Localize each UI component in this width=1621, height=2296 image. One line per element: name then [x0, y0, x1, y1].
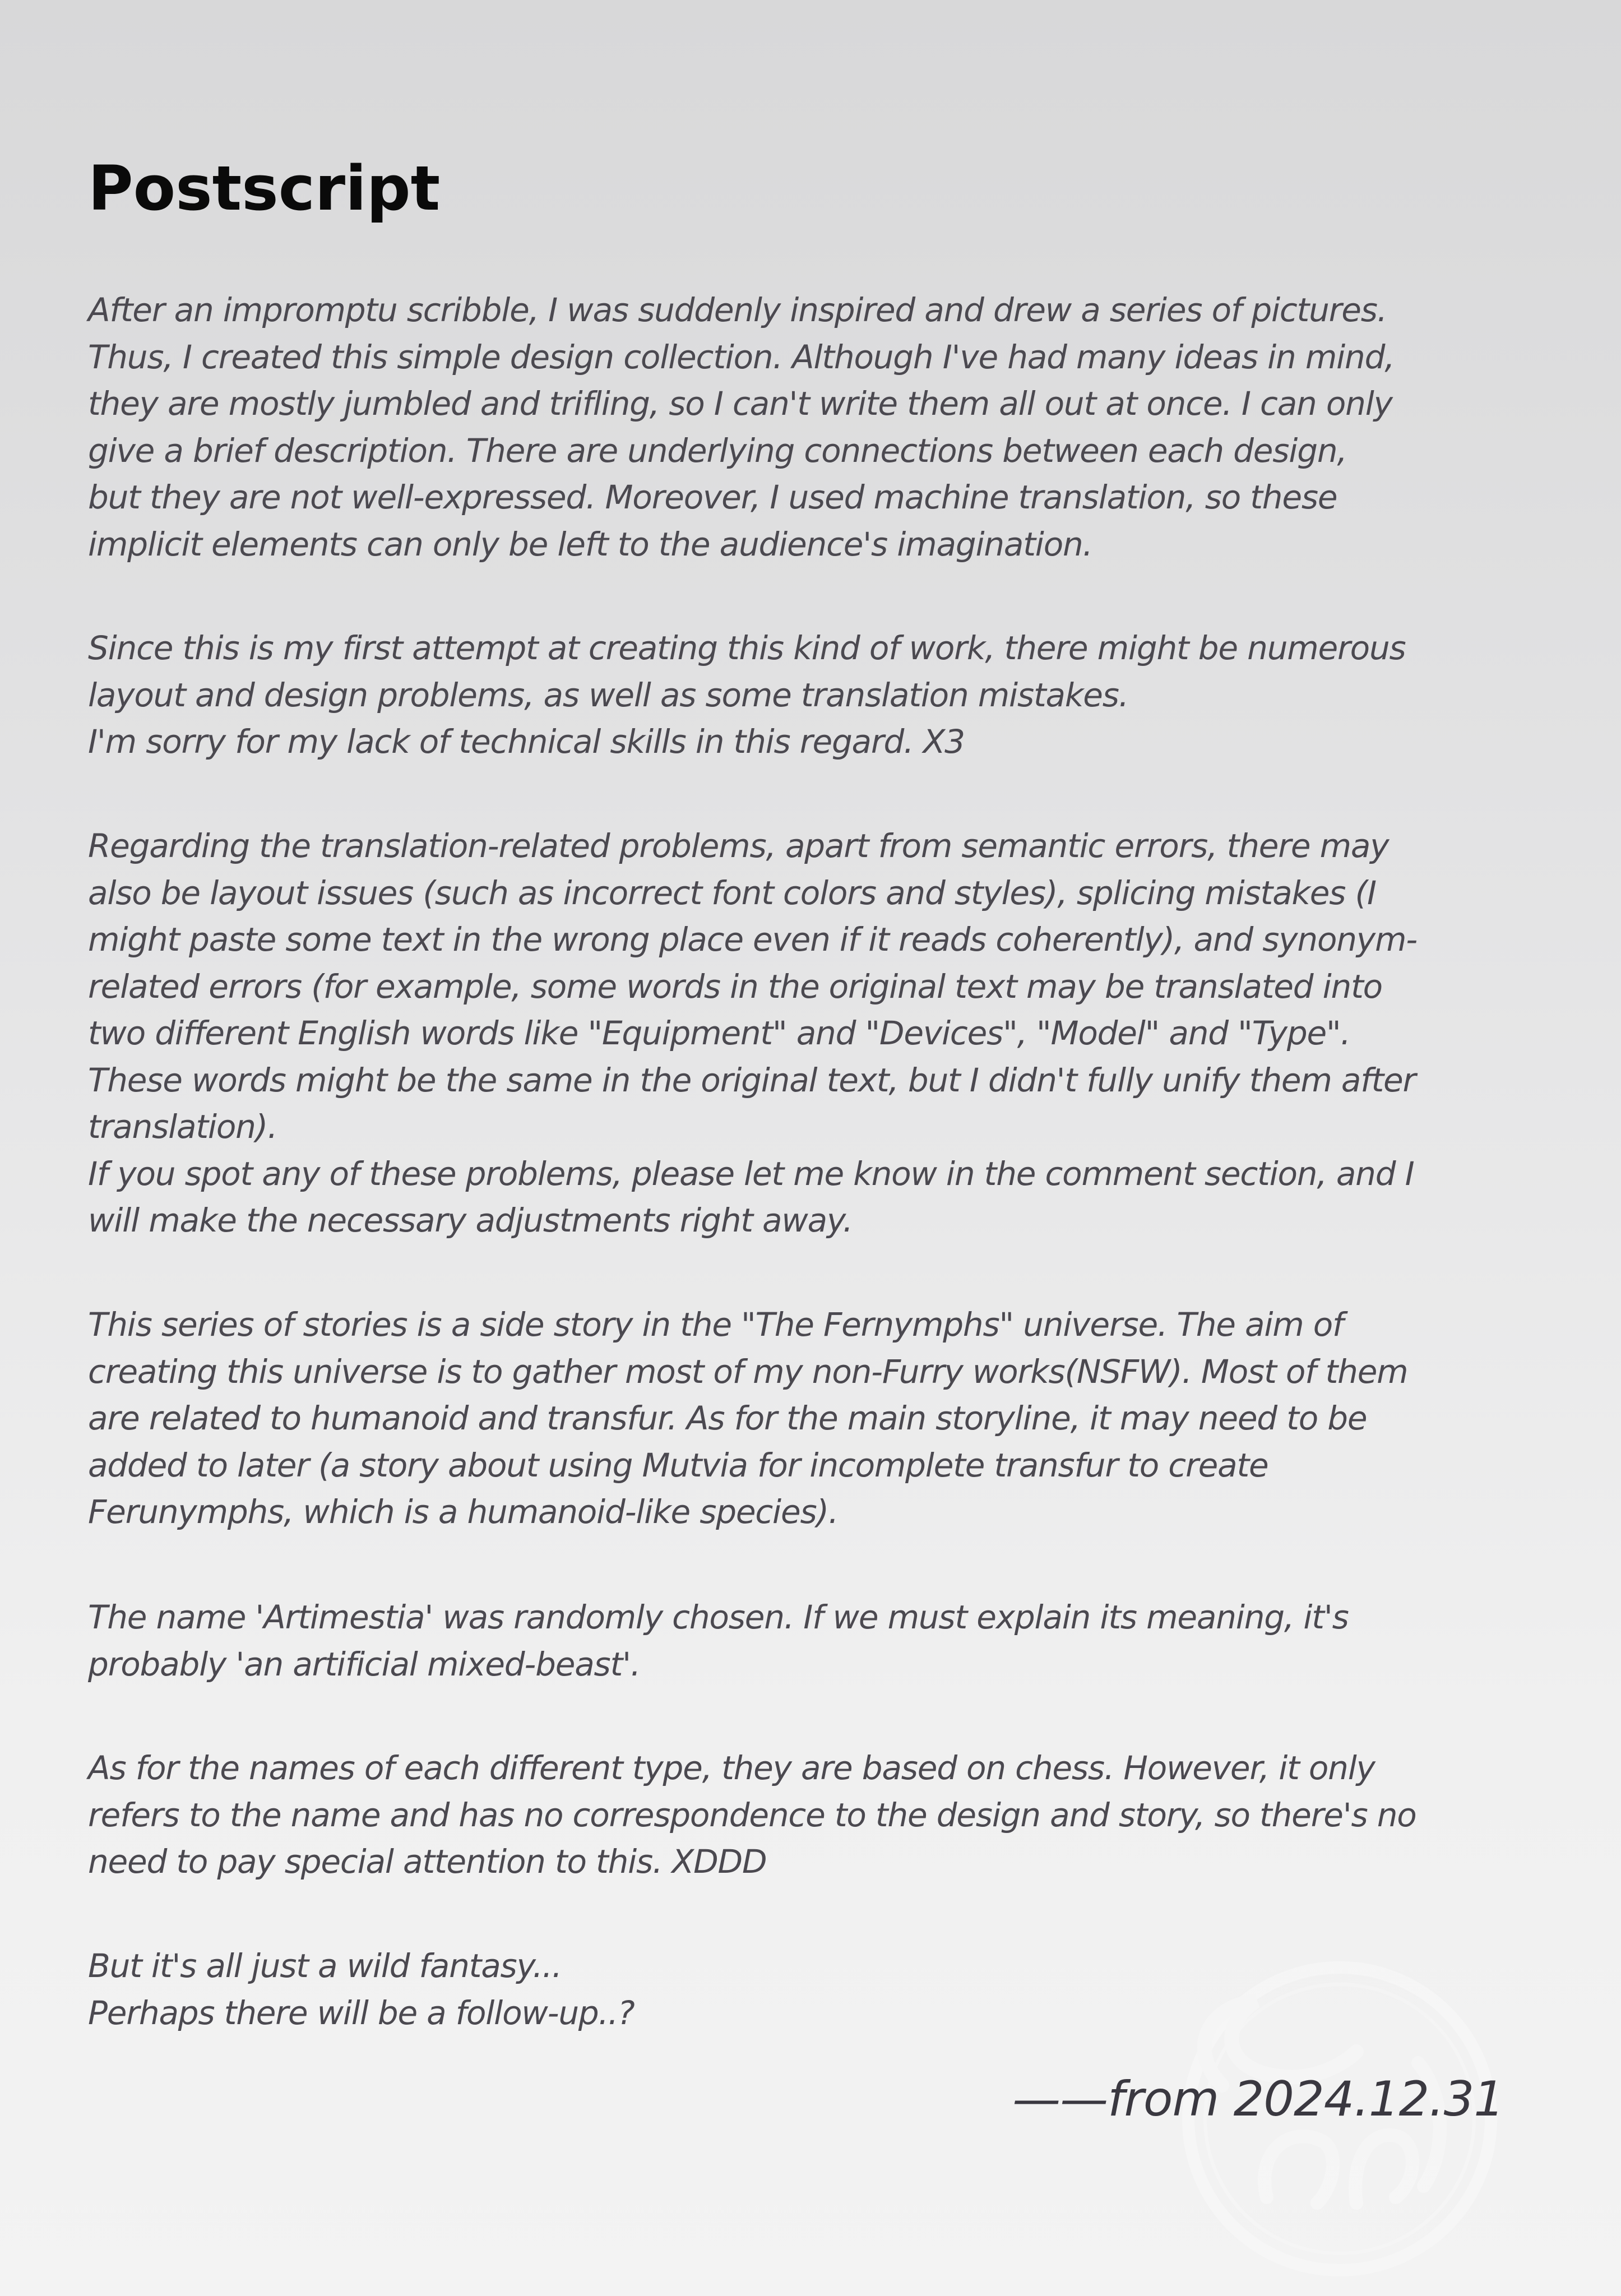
text-line: they are mostly jumbled and trifling, so I can't write them all out at once. I can only [88, 385, 1392, 423]
text-line: implicit elements can only be left to the audience's imagination. [88, 525, 1092, 563]
paragraph-apology [88, 625, 1406, 766]
text-line: probably 'an artificial mixed-beast'. [88, 1645, 641, 1683]
signature-date: ——from 2024.12.31 [1012, 2071, 1504, 2127]
text-line: added to later (a story about using Mutvia for incomplete transfur to create [88, 1446, 1268, 1484]
text-line: related errors (for example, some words in the original text may be translated into [88, 967, 1382, 1006]
text-line: will make the necessary adjustments right away. [88, 1201, 853, 1239]
text-line: need to pay special attention to this. XDDD [88, 1843, 767, 1881]
text-line: Regarding the translation-related problems, apart from semantic errors, there may [88, 827, 1389, 865]
paragraph-name [88, 1594, 1349, 1688]
paragraph-chess [88, 1745, 1416, 1886]
text-line: I'm sorry for my lack of technical skills in this regard. X3 [88, 723, 965, 761]
paragraph-closing [88, 1943, 634, 2036]
text-line: As for the names of each different type, they are based on chess. However, it only [88, 1749, 1375, 1787]
text-line: give a brief description. There are underlying connections between each design, [88, 431, 1347, 470]
text-line: Ferunymphs, which is a humanoid-like species). [88, 1493, 839, 1531]
text-line: These words might be the same in the original text, but I didn't fully unify them after [88, 1061, 1416, 1099]
text-line: are related to humanoid and transfur. As for the main storyline, it may need to be [88, 1399, 1367, 1437]
text-line: The name 'Artimestia' was randomly chosen. If we must explain its meaning, it's [88, 1598, 1349, 1636]
text-line: But it's all just a wild fantasy... [88, 1947, 562, 1985]
text-line: translation). [88, 1108, 277, 1146]
text-line: Thus, I created this simple design collection. Although I've had many ideas in mind, [88, 337, 1395, 376]
text-line: layout and design problems, as well as some translation mistakes. [88, 675, 1128, 714]
text-line: Perhaps there will be a follow-up..? [88, 1993, 634, 2032]
text-line: might paste some text in the wrong place even if it reads coherently), and synonym- [88, 920, 1417, 959]
text-line: also be layout issues (such as incorrect font colors and styles), splicing mistakes (I [88, 873, 1376, 912]
paragraph-universe [88, 1302, 1407, 1536]
text-line: After an impromptu scribble, I was suddenly inspired and drew a series of pictures. [88, 291, 1387, 329]
text-line: If you spot any of these problems, please let me know in the comment section, and I [88, 1154, 1414, 1193]
page-title: Postscript [88, 152, 441, 224]
text-line: but they are not well-expressed. Moreover, I used machine translation, so these [88, 478, 1337, 516]
text-line: two different English words like "Equipment" and "Devices", "Model" and "Type". [88, 1014, 1350, 1052]
text-line: Since this is my first attempt at creating this kind of work, there might be numerous [88, 629, 1406, 667]
paragraph-intro [88, 287, 1394, 568]
paragraph-translation [88, 823, 1417, 1244]
text-line: This series of stories is a side story in the "The Fernymphs" universe. The aim of [88, 1306, 1344, 1344]
text-line: creating this universe is to gather most of my non-Furry works(NSFW). Most of them [88, 1352, 1408, 1391]
text-line: refers to the name and has no correspondence to the design and story, so there's no [88, 1795, 1416, 1834]
